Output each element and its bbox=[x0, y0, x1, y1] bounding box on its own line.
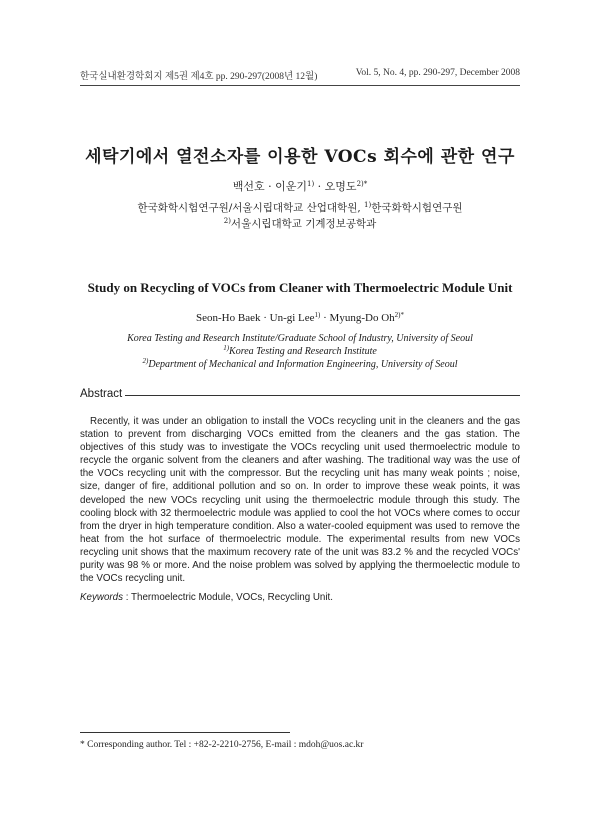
english-affiliation-line-1: Korea Testing and Research Institute/Graduate School of Industry, University of Seoul bbox=[127, 333, 473, 344]
abstract-heading-label: Abstract bbox=[80, 388, 123, 400]
abstract-heading-rule bbox=[125, 395, 520, 396]
english-author-names-2: · Myung-Do Oh bbox=[320, 312, 395, 324]
korean-title: 세탁기에서 열전소자를 이용한 VOCs 회수에 관한 연구 bbox=[85, 147, 515, 167]
english-affiliation-text-3: Department of Mechanical and Information Engineering, University of Seoul bbox=[148, 359, 458, 370]
english-title: Study on Recycling of VOCs from Cleaner with Thermoelectric Module Unit bbox=[87, 280, 513, 295]
english-author-sup-1: 1) bbox=[314, 311, 321, 319]
journal-citation-english: Vol. 5, No. 4, pp. 290-297, December 2008 bbox=[355, 68, 520, 78]
korean-affiliation-sup-2: 2) bbox=[223, 217, 231, 225]
korean-affiliation-text: 한국화학시험연구원/서울시립대학교 산업대학원, bbox=[137, 202, 365, 214]
english-authors bbox=[60, 312, 540, 324]
keywords bbox=[80, 592, 520, 603]
english-author-names-1: Seon-Ho Baek · Un-gi Lee bbox=[196, 312, 315, 324]
abstract-body: Recently, it was under an obligation to install the VOCs recycling unit in the cleaners and the gas station to prevent from discharging VOCs emitted from the cleaners and the gas station. The objectives of this study was to investigate the VOCs recycling unit used thermoelectric module to recycle the organic solvent from the cleaners and after washing. The traditional way was the use of the VOCs recycling unit with the compressor. But the recycling unit has many weak points ; noise, size, danger of fire, additional pollution and so on. In order to improve these weak points, it was developed the new VOCs recycling unit using the thermoelectric module through this study. The cooling block with 32 thermoelectric module was applied to cool the hot VOCs where comes to occur from the dryer in high temperature condition. Also a water-cooled equipment was used to remove the heat from the hot surface of thermoelectric module. The experimental results from new VOCs recycling unit shows that the maximum recovery rate of the unit was 83.2 % and the recycled VOCs' purity was 98 % or more. And the noise problem was solved by applying the thermoelectic module to the VOCs recycling unit. bbox=[80, 416, 520, 585]
english-affiliation-sup-2: 2) bbox=[142, 357, 149, 365]
keywords-label: Keywords bbox=[80, 592, 124, 603]
corresponding-author-footnote: * Corresponding author. Tel : +82-2-2210-2756, E-mail : mdoh@uos.ac.kr bbox=[80, 740, 364, 750]
journal-citation-korean: 한국실내환경학회지 제5권 제4호 pp. 290-297(2008년 12월) bbox=[80, 72, 318, 82]
korean-author-names-2: · 오명도 bbox=[314, 180, 357, 193]
korean-author-names-1: 백선호 · 이운기 bbox=[232, 180, 307, 193]
korean-author-sup-2: 2)* bbox=[356, 180, 368, 188]
korean-authors bbox=[60, 178, 540, 194]
korean-affiliation-line-1 bbox=[60, 200, 540, 215]
korean-affiliation-line-2 bbox=[60, 216, 540, 231]
korean-author-sup-1: 1) bbox=[307, 180, 315, 188]
korean-affiliation-text-2: 한국화학시험연구원 bbox=[371, 202, 463, 214]
running-header bbox=[80, 68, 520, 86]
english-author-sup-2: 2)* bbox=[394, 311, 404, 319]
footnote-divider bbox=[80, 732, 290, 733]
abstract-heading bbox=[80, 388, 520, 400]
keywords-separator: : bbox=[123, 592, 132, 603]
korean-affiliation-text-3: 서울시립대학교 기계정보공학과 bbox=[230, 218, 377, 230]
korean-affiliation-sup-1: 1) bbox=[364, 201, 372, 209]
keywords-text: Thermoelectric Module, VOCs, Recycling Unit. bbox=[131, 592, 334, 603]
english-affiliation-sup-1: 1) bbox=[223, 344, 230, 352]
english-affiliation-line-2 bbox=[60, 346, 540, 357]
english-affiliation-line-3 bbox=[60, 359, 540, 370]
english-affiliation-text-2: Korea Testing and Research Institute bbox=[229, 346, 377, 357]
